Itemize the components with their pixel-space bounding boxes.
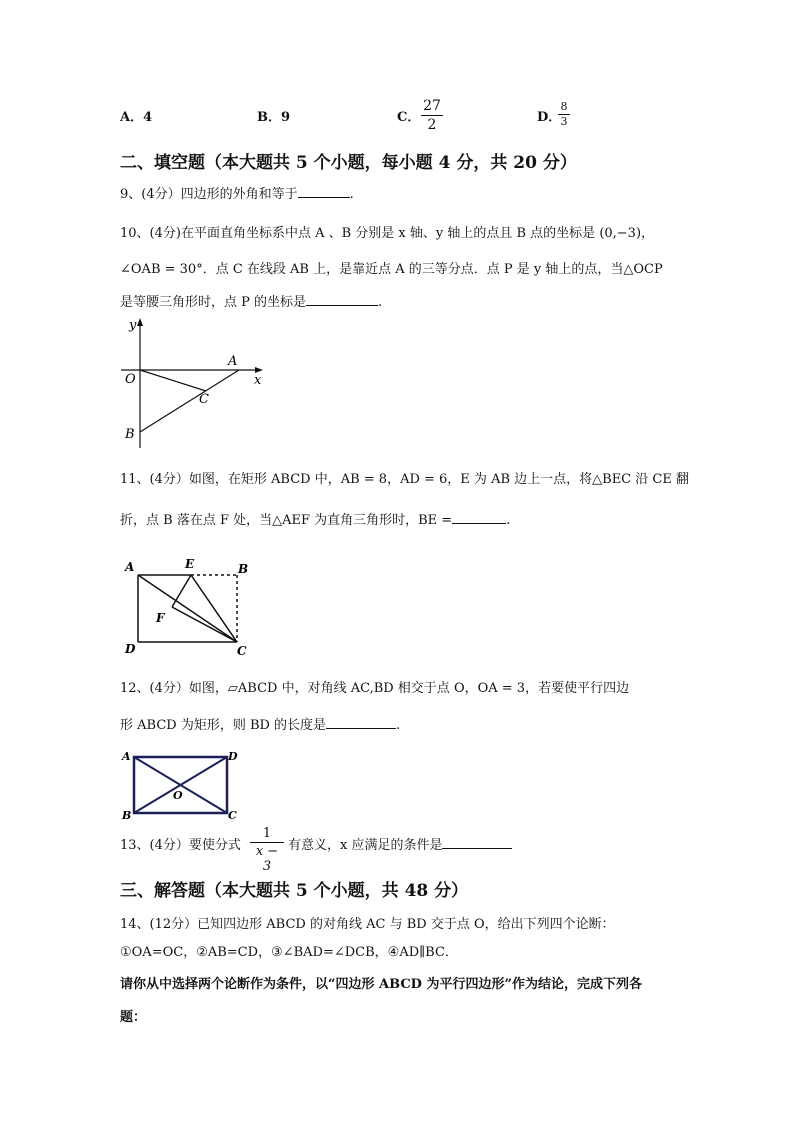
label-c: C	[237, 644, 247, 658]
q11-answer-blank	[452, 523, 506, 524]
label-d: D	[228, 750, 238, 763]
label-a: A	[122, 750, 131, 763]
option-b: B．9	[257, 110, 291, 125]
option-c-label: C．	[397, 110, 421, 125]
q14-line-1: 14、(12分）已知四边形 ABCD 的对角线 AC 与 BD 交于点 O，给出下列四个论断：	[120, 917, 615, 932]
section-2-title: 二、填空题（本大题共 5 个小题，每小题 4 分，共 20 分）	[120, 153, 577, 173]
label-x: x	[254, 373, 262, 388]
q13-answer-blank	[442, 848, 512, 849]
label-e: E	[185, 557, 195, 571]
q11-line-2: 折，点 B 落在点 F 处，当△AEF 为直角三角形时，BE = .	[120, 513, 511, 528]
label-d: D	[125, 642, 136, 656]
option-c-denominator: 2	[427, 117, 437, 133]
label-a: A	[125, 560, 135, 574]
segment-fc	[172, 607, 237, 642]
q10-figure	[118, 316, 268, 451]
q12-figure	[118, 745, 243, 825]
q9-answer-blank	[298, 197, 350, 198]
option-d-fraction	[558, 101, 570, 128]
q13-prefix: 13、(4分）要使分式	[120, 838, 241, 853]
option-c-fraction	[421, 98, 443, 133]
option-c-numerator: 27	[423, 98, 441, 114]
q12-line-2: 形 ABCD 为矩形，则 BD 的长度是 .	[120, 718, 401, 733]
q11-line-1: 11、(4分）如图，在矩形 ABCD 中，AB = 8，AD = 6，E 为 AB 边上一点，将△BEC 沿 CE 翻	[120, 472, 689, 487]
q9: 9、(4分）四边形的外角和等于 .	[120, 187, 354, 202]
diagonal-ac	[138, 575, 237, 642]
label-c: C	[228, 809, 237, 822]
label-b: B	[238, 562, 249, 576]
label-b: B	[125, 427, 135, 442]
q10-line-3: 是等腰三角形时，点 P 的坐标是 .	[120, 295, 383, 310]
q13-denominator: x − 3	[255, 844, 279, 874]
q12-line-1: 12、(4分）如图，▱ABCD 中，对角线 AC,BD 相交于点 O，OA = 3，若要使平行四边	[120, 681, 630, 696]
label-o: O	[173, 789, 183, 802]
q14-line-4: 题：	[120, 1010, 147, 1025]
q14-line-3: 请你从中选择两个论断作为条件，以“四边形 ABCD 为平行四边形”作为结论，完成下列各	[120, 977, 642, 992]
section-3-title: 三、解答题（本大题共 5 个小题，共 48 分）	[120, 881, 469, 901]
label-a: A	[228, 354, 238, 369]
option-d-denominator: 3	[560, 115, 568, 128]
segment-ef	[172, 575, 191, 607]
option-a: A．4	[120, 110, 153, 125]
segment-oc	[140, 370, 206, 391]
fold-line-ec	[191, 575, 237, 642]
q12-answer-blank	[326, 728, 396, 729]
label-o: O	[125, 372, 136, 387]
y-axis-arrow-icon	[137, 318, 143, 326]
segment-ab	[140, 370, 239, 432]
option-d-numerator: 8	[560, 100, 568, 113]
q9-text: 9、(4分）四边形的外角和等于	[120, 187, 298, 202]
q10-answer-blank	[306, 305, 378, 306]
q13-numerator: 1	[262, 826, 272, 841]
option-d-label: D．	[537, 110, 562, 125]
q14-line-2: ①OA=OC，②AB=CD，③∠BAD=∠DCB，④AD∥BC．	[120, 945, 458, 960]
q13-fraction	[250, 826, 284, 874]
label-c: C	[199, 392, 209, 407]
label-b: B	[122, 809, 132, 822]
q10-line-2: ∠OAB = 30°．点 C 在线段 AB 上，是靠近点 A 的三等分点．点 P 是 y 轴上的点，当△OCP	[120, 262, 663, 277]
label-f: F	[156, 611, 165, 625]
q10-line-1: 10、(4分)在平面直角坐标系中点 A 、B 分别是 x 轴、y 轴上的点且 B 点的坐标是 (0,−3)，	[120, 226, 655, 241]
q13-suffix-line: 有意义，x 应满足的条件是	[288, 838, 512, 854]
q11-figure	[118, 555, 258, 660]
label-y: y	[129, 318, 137, 333]
